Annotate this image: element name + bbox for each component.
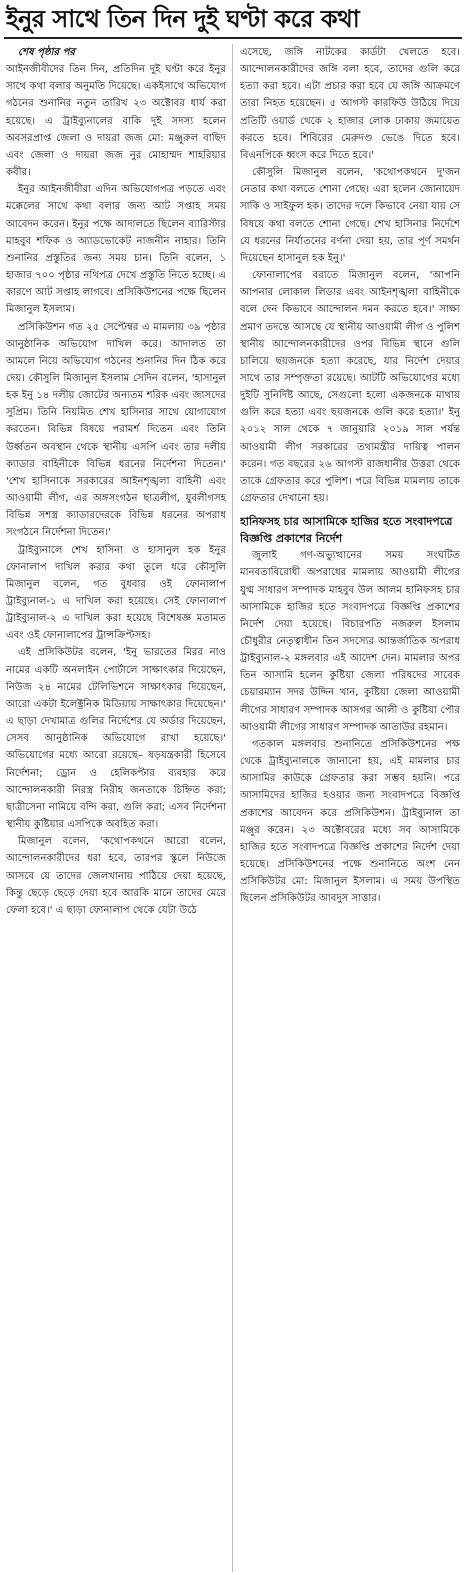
article-column-2	[240, 44, 460, 1572]
column-divider	[232, 44, 233, 1572]
article-column-1	[6, 44, 226, 1572]
paragraph: মিজানুল বলেন, 'কথোপকথনে আরো বলেন, আন্দোলনকারীদের ধরা হবে, তারপর স্কুলে নিউজে আসবে যে তাদের জেলখানায় পাঠিয়ে দেয়া হয়েছে, কিন্তু ছেড়ে ছেড়ে দেয়া হবে আরকি মানে তাদের মেরে ফেলা হবে।' এ ছাড়া ফোনালাপ থেকে যেটা উঠে	[6, 836, 226, 916]
paragraph: গতকাল মঙ্গলবার শুনানিতে প্রসিকিউশনের পক্ষ থেকে ট্রাইব্যুনালকে জানানো হয়, এই মামলার চার আসামির কাউকে গ্রেফতার করা সম্ভব হয়নি। পরে আসামিদের হাজির হওয়ার জন্য সংবাদপত্রে বিজ্ঞপ্তি প্রকাশের আবেদন করে প্রসিকিউশন। ট্রাইব্যুনাল তা মঞ্জুর করেন। ২৩ অক্টোবরের মধ্যে সব আসামিকে হাজির হতে সংবাদপত্রে বিজ্ঞপ্তি প্রকাশের নির্দেশ দেয়া হয়েছে। প্রসিকিউশনের পক্ষে শুনানিতে অংশ নেন প্রসিকিউটর মো: মিজানুল ইসলাম। এ সময় উপস্থিত ছিলেন প্রসিকিউটর আবদুস সাত্তার।	[240, 738, 460, 905]
paragraph: জুলাই গণ-অভ্যুত্থানের সময় সংঘটিত মানবতাবিরোধী অপরাধের মামলায় আওয়ামী লীগের যুগ্ম সাধারণ সম্পাদক মাহবুব উল আলম হানিফসহ চার আসামিকে হাজির হতে সংবাদপত্রে বিজ্ঞপ্তি প্রকাশের নির্দেশ দেয়া হয়েছে। বিচারপতি নজরুল ইসলাম চৌধুরীর নেতৃত্বাধীন তিন সদস্যের আন্তর্জাতিক অপরাধ ট্রাইব্যুনাল-২ মঙ্গলবার এই আদেশ দেন। মামলার অপর তিন আসামি হলেন কুষ্টিয়া জেলা পরিষদের সাবেক চেয়ারম্যান সদর উদ্দিন খান, কুষ্টিয়া জেলা আওয়ামী লীগের সাধারণ সম্পাদক আসগর আলী ও কুষ্টিয়া পৌর আওয়ামী লীগের সাধারণ সম্পাদক আতাউর রহমান।	[240, 550, 460, 733]
paragraph: প্রসিকিউশন গত ২৫ সেপ্টেম্বর এ মামলায় ৩৯ পৃষ্ঠার আনুষ্ঠানিক অভিযোগ দাখিল করে। আদালত তা আমলে নিয়ে অভিযোগ গঠনের শুনানির দিন ঠিক করে দেয়। কৌসুলি মিজানুল ইসলাম সেদিন বলেন, 'হাসানুল হক ইনু ১৪ দলীয় জোটের অন্যতম শরিক এবং জাসদের সুপ্রিম। তিনি নিয়মিত শেখ হাসিনার সাথে যোগাযোগ করতেন। বিভিন্ন বিষয়ে পরামর্শ দিতেন এবং তিনি উর্ধ্বতন অবস্থান থেকে স্থানীয় এসপি এবং তার দলীয় ক্যাডার বাহিনীকে বিভিন্ন ধরনের নির্দেশনা দিতেন।' 'শেখ হাসিনাকে সরকারের আইনশৃঙ্খলা বাহিনী এবং আওয়ামী লীগ, এর অঙ্গসংগঠন ছাত্রলীগ, যুবলীগসহ বিভিন্ন সশস্ত্র ক্যাডারদেরকে বিভিন্ন ধরনের অপরাধ সংগঠনে নির্দেশনা দিতেন।'	[6, 321, 226, 539]
paragraph: ট্রাইব্যুনালে শেখ হাসিনা ও হাসানুল হক ইনুর ফোনালাপ দাখিল করার কথা তুলে ধরে কৌসুলি মিজানুল বলেন, গত বুধবার ওই ফোনালাপ ট্রাইব্যুনাল-১ এ দাখিল করা হয়েছে। সেই ফোনালাপ ট্রাইব্যুনাল-২ এ দাখিল করা হয়েছে বিশেষজ্ঞ মতামত এবং ওই ফোনালাপের ট্রান্সক্রিপ্টসহ।	[6, 544, 226, 642]
paragraph: এসেছে, জঙ্গি নাটকের কার্ডটা খেলতে হবে। আন্দোলনকারীদের জঙ্গি বলা হবে, তাদের গুলি করে হত্যা করা হবে। এটা প্রচার করা হবে যে জঙ্গি আক্রমণে তারা নিহত হয়েছেন। ৫ আগস্ট কারফিউ উঠিয়ে দিয়ে প্রতিটি ওয়ার্ড থেকে ২ হাজার লোক ঢাকায় জমায়েত করতে হবে। শিবিরের মেরুদণ্ড ভেঙে দিতে হবে। বিএনপিকে ধ্বংস করে দিতে হবে।'	[240, 47, 460, 161]
headline-rule	[4, 37, 462, 39]
subheading: হানিফসহ চার আসামিকে হাজির হতে সংবাদপত্রে বিজ্ঞপ্তি প্রকাশের নির্দেশ	[240, 515, 453, 546]
paragraph: ফোনালাপের বরাতে মিজানুল বলেন, 'আপনি আপনার লোকাল লিডার এবং আইনশৃঙ্খলা বাহিনীকে বলে দেন কিভাবে আন্দোলন দমন করতে হবে।' সাক্ষ্য প্রমাণ তদন্তে আসছে যে স্থানীয় আওয়ামী লীগ ও পুলিশ স্থানীয় আন্দোলনকারীদের ওপর বিভিন্ন স্থানে গুলি চালিয়ে ছয়জনকে হত্যা করেছে, যার নির্দেশ দেয়ার সাথে তার সম্পৃক্ততা রয়েছে। আটটি অভিযোগের মধ্যে দুইটি সুনির্দিষ্ট আছে, সেগুলো হলো একজনকে মাথায় গুলি করে হত্যা এবং ছয়জনকে গুলি করে হত্যা।' ইনু ২০১২ সাল থেকে ৭ জানুয়ারি ২০১৯ সাল পর্যন্ত আওয়ামী লীগ সরকারের তথ্যমন্ত্রীর দায়িত্ব পালন করেন। গত বছরের ২৬ আগস্ট রাজধানীর উত্তরা থেকে তাকে গ্রেফতার করে পুলিশ। পরে বিভিন্ন মামলায় তাকে গ্রেফতার দেখানো হয়।	[240, 270, 460, 505]
paragraph: ইনুর আইনজীবীরা এদিন অভিযোগপত্র পড়তে এবং মক্কেলের সাথে কথা বলার জন্য আট সপ্তাহ সময় আবেদন করেন। ইনুর পক্ষে আদালতে ছিলেন ব্যারিস্টার মাহবুব শফিক ও অ্যাডভোকেট নাজনীন নাহার। তিনি শুনানির প্রস্তুতির জন্য সময় চান। তিনি বলেন, ১ হাজার ৭০০ পৃষ্ঠার নথিপত্র দেখে প্রস্তুতি নিতে হচ্ছে। এ কারণে আট সপ্তাহ লাগবে। প্রসিকিউশনের পক্ষে ছিলেন মিজানুল ইসলাম।	[6, 184, 226, 316]
paragraph: এই প্রসিকিউটর বলেন, 'ইনু ভারতের মিরর নাও নামের একটি অনলাইন পোর্টালে সাক্ষাৎকার দিয়েছেন, নিউজ ২৪ নামের টেলিভিশনে সাক্ষাৎকার দিয়েছেন, আরো একটা ইলেক্ট্রনিক মিডিয়ায় সাক্ষাৎকার দিয়েছেন।' এ ছাড়া দেখামাত্র গুলির নির্দেশের যে অর্ডার দিয়েছেন, সেসব আনুষ্ঠানিক অভিযোগে রাখা হয়েছে।' অভিযোগের মধ্যে আরো রয়েছে– ষড়যন্ত্রকারী হিসেবে নির্দেশনা; ড্রোন ও হেলিকপ্টার ব্যবহার করে আন্দোলনকারী নিরস্ত্র নিরীহ জনতাকে চিহ্নিত করা; ছাত্রীসেনা নামিয়ে বন্দি করা, গুলি করা; এসব নির্দেশনা স্থানীয় কুষ্টিয়ার এসপিকে অবহিত করা।	[6, 647, 226, 831]
paragraph: কৌসুলি মিজানুল বলেন, 'কথোপকথনে দু'জন নেতার কথা বলতে শোনা গেছে। এরা হলেন জোনায়েদ সাকি ও সাইফুল হক। তাদের দলে কিভাবে নেয়া যায় সে বিষয়ে কথা বলতে শোনা গেছে। শেখ হাসিনার নির্দেশে যে ধরনের নির্যাতনের বর্ণনা দেয়া হয়, তার পূর্ণ সমর্থন দিয়েছেন হাসানুল হক ইনু।'	[240, 167, 460, 264]
paragraph: আইনজীবীদের তিন দিন, প্রতিদিন দুই ঘণ্টা করে ইনুর সাথে কথা বলার অনুমতি দিয়েছে। একইসাথে অভিযোগ গঠনের শুনানির নতুন তারিখ ২৩ অক্টোবর ধার্য করা হয়েছে। এ ট্রাইব্যুনালের বাকি দুই সদস্য হলেন অবসরপ্রাপ্ত জেলা ও দায়রা জজ মো: মঞ্জুরুল বাছিদ এবং জেলা ও দায়রা জজ নুর মোহাম্মদ শাহরিয়ার কবীর।	[6, 64, 226, 179]
continued-label: শেষ পৃষ্ঠার পর	[18, 47, 75, 58]
headline: ইনুর সাথে তিন দিন দুই ঘণ্টা করে কথা	[6, 5, 360, 33]
